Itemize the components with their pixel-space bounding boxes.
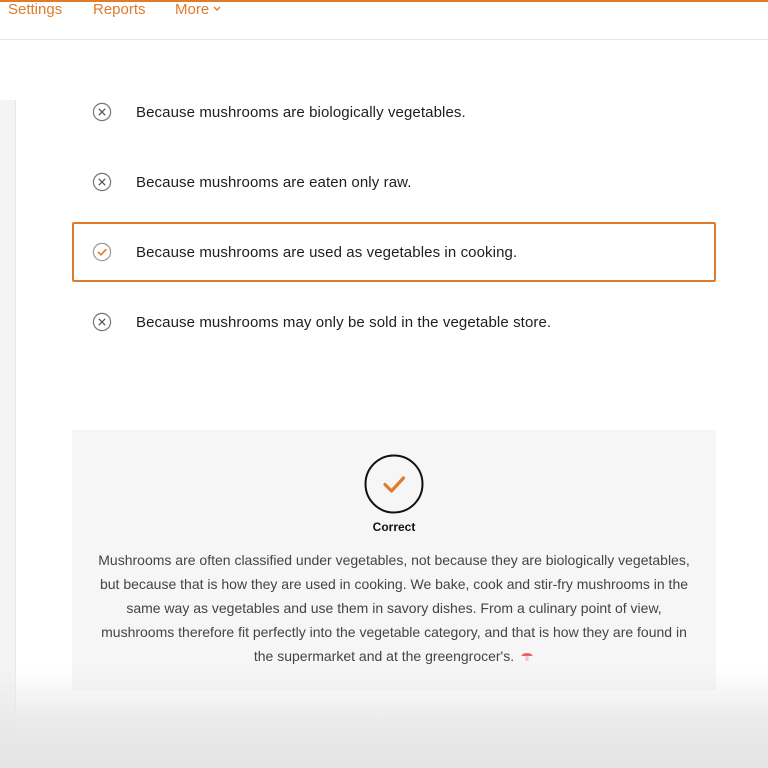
answer-option-1[interactable] (72, 82, 716, 142)
x-circle-icon (92, 102, 112, 122)
check-circle-icon (92, 242, 112, 262)
answer-option-label: Because mushrooms are used as vegetables in cooking. (136, 243, 518, 261)
check-circle-large-icon (364, 454, 424, 514)
feedback-panel (72, 430, 716, 690)
feedback-explanation (92, 548, 696, 668)
feedback-text: Mushrooms are often classified under vegetables, not because they are biologically vegetables, but because that is how they are used in cooking. We bake, cook and stir-fry mushrooms in the same way as vegetables and use them in savory dishes. From a culinary point of view, mushrooms therefore fit perfectly into the vegetable category, and that is how they are found in the supermarket and at the greengrocer's. (98, 552, 690, 664)
x-circle-icon (92, 312, 112, 332)
answer-option-3-selected[interactable] (72, 222, 716, 282)
answer-option-4[interactable] (72, 292, 716, 352)
top-nav-bar (0, 0, 768, 40)
x-circle-icon (92, 172, 112, 192)
left-scroll-rail (0, 100, 16, 768)
mushroom-icon (520, 649, 534, 663)
answer-option-2[interactable] (72, 152, 716, 212)
nav-reports-link[interactable]: Reports (93, 1, 146, 18)
chevron-down-icon (213, 6, 221, 12)
nav-settings-link[interactable]: Settings (8, 1, 63, 18)
answer-option-label: Because mushrooms may only be sold in the vegetable store. (136, 313, 552, 331)
answer-option-label: Because mushrooms are biologically vegetables. (136, 103, 466, 121)
answer-option-label: Because mushrooms are eaten only raw. (136, 173, 412, 191)
nav-more-label: More (175, 1, 210, 18)
feedback-status: Correct (372, 520, 416, 534)
nav-more-menu[interactable] (175, 2, 221, 18)
